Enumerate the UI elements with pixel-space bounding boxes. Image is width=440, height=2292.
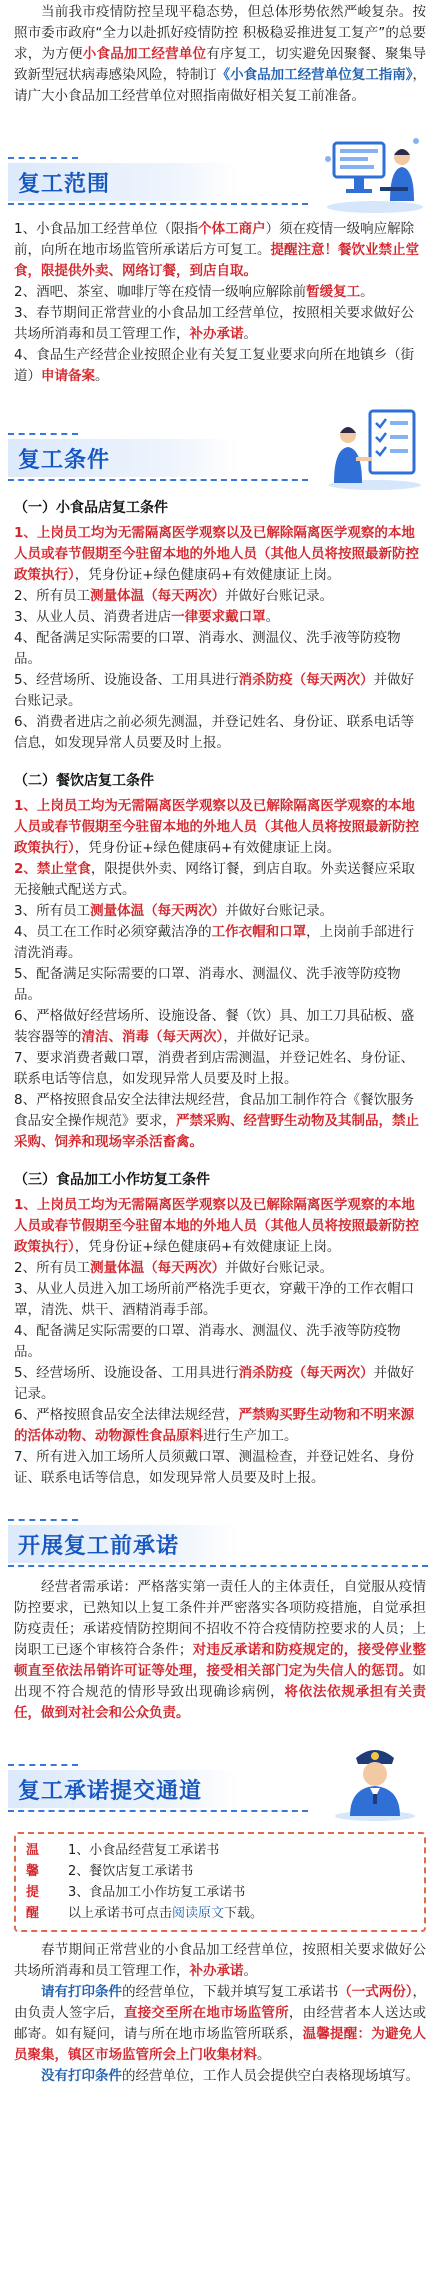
police-officer-illustration-icon xyxy=(320,1736,430,1822)
text: 4、食品生产经营企业按照企业有关复工复业要求向所在地镇乡（街道） xyxy=(14,347,415,384)
intro-highlight: 小食品加工经营单位 xyxy=(82,46,207,62)
computer-worker-illustration-icon xyxy=(320,129,430,215)
scope-item-1 xyxy=(14,219,426,282)
highlight: 暂缓复工 xyxy=(306,284,361,300)
text: ，由负责人签字后， xyxy=(14,1984,427,2021)
cond3-list xyxy=(0,1195,440,1489)
text: ，上岗前手部进行清洗消毒。 xyxy=(14,924,415,961)
text: 5、经营场所、设施设备、工用具进行 xyxy=(14,672,239,688)
text: 春节期间正常营业的小食品加工经营单位，按照相关要求做好公共场所消毒和员工管理工作， xyxy=(14,1942,426,1979)
text: 。 xyxy=(360,284,374,300)
read-original-link[interactable]: 阅读原文 xyxy=(172,1906,225,1921)
cond3-item-1 xyxy=(14,1195,426,1258)
highlight: 补办承诺 xyxy=(189,1963,244,1979)
decor-underline xyxy=(8,479,308,481)
highlight: 2、禁止堂食 xyxy=(14,861,91,877)
text: 8、严格按照食品安全法律法规经营，食品加工制作符合《餐饮服务食品安全操作规范》要求， xyxy=(14,1092,415,1129)
text: 6、严格做好经营场所、设施设备、餐（饮）具、加工刀具砧板、盛装容器等的 xyxy=(14,1008,415,1045)
decor-dash xyxy=(8,433,78,435)
decor-dash xyxy=(8,1519,78,1521)
cond2-heading: （二）餐饮店复工条件 xyxy=(14,773,154,789)
intro-text-3: ，请广大小食品加工经营单位对照指南做好相关复工前准备。 xyxy=(14,67,426,104)
highlight: 提醒注意！餐饮业禁止堂食，限提供外卖、网络订餐，到店自取。 xyxy=(14,242,419,279)
decor-dash xyxy=(8,157,78,159)
text: 5、经营场所、设施设备、工用具进行 xyxy=(14,1365,239,1381)
highlight: 没有打印条件 xyxy=(41,2068,122,2084)
highlight: 消杀防疫（每天两次） xyxy=(238,1365,374,1381)
text: ，由经营者本人送达或邮寄。如有疑问，请与所在地市场监管所联系， xyxy=(14,2005,427,2042)
cond2-list xyxy=(0,796,440,1153)
text: 。 xyxy=(95,368,109,384)
cond1-item-6: 6、消费者进店之前必须先测温，并登记姓名、身份证、联系电话等信息，如发现异常人员要及时上报。 xyxy=(14,714,415,751)
tip-item-4 xyxy=(68,1903,263,1924)
tip-item-2[interactable]: 2、餐饮店复工承诺书 xyxy=(68,1864,194,1879)
cond1-item-5 xyxy=(14,670,426,712)
text: 。 xyxy=(243,1963,257,1979)
text: ，凭身份证+绿色健康码+有效健康证上岗。 xyxy=(74,567,341,583)
intro-text: 当前我市疫情防控呈现平稳态势，但总体形势依然严峻复杂。按照市委市政府“全力以赴抓好疫情防控 积极稳妥推进复工复产”的总要求，为方便 xyxy=(14,4,426,62)
text: 并做好台账记录。 xyxy=(225,1260,334,1276)
highlight: 清洁、消毒（每天两次） xyxy=(81,1029,224,1045)
tip-label-char: 温 xyxy=(26,1843,40,1858)
section-title: 复工条件 xyxy=(18,448,111,473)
tip-item-3[interactable]: 3、食品加工小作坊复工承诺书 xyxy=(68,1885,246,1900)
text: 并做好台账记录。 xyxy=(14,672,415,709)
text: 4、员工在工作时必须穿戴洁净的 xyxy=(14,924,212,940)
text: 6、严格按照食品安全法律法规经营， xyxy=(14,1407,239,1423)
highlight: 测量体温（每天两次） xyxy=(90,903,226,919)
text: 2、所有员工 xyxy=(14,1260,91,1276)
highlight: 1、上岗员工均为无需隔离医学观察以及已解除隔离医学观察的本地人员或春节假期至今驻留本地的外地人员（其他人员将按照最新防控政策执行） xyxy=(14,525,419,583)
text: 2、所有员工 xyxy=(14,588,91,604)
cond2-item-7: 7、要求消费者戴口罩，消费者到店需测温，并登记姓名、身份证、联系电话等信息，如发现异常人员要及时上报。 xyxy=(14,1050,415,1087)
cond2-item-2 xyxy=(14,859,426,901)
intro-text-2: 有序复工，切实避免因聚餐、聚集导致新型冠状病毒感染风险，特制订 xyxy=(14,46,427,83)
cond1-item-2 xyxy=(14,586,426,607)
section-title: 开展复工前承诺 xyxy=(18,1534,180,1559)
cond3-heading: （三）食品加工小作坊复工条件 xyxy=(14,1172,210,1188)
text: 3、所有员工 xyxy=(14,903,91,919)
highlight: 工作衣帽和口罩 xyxy=(211,924,307,940)
decor-dash xyxy=(8,1764,78,1766)
cond3-item-7: 7、所有进入加工场所人员须戴口罩、测温检查，并登记姓名、身份证、联系电话等信息，如发现异常人员要及时上报。 xyxy=(14,1449,415,1486)
text: 的经营单位，下载并填写复工承诺书 xyxy=(122,1984,339,2000)
cond1-heading: （一）小食品店复工条件 xyxy=(14,500,168,516)
cond2-item-3 xyxy=(14,901,426,922)
text: 以上承诺书可点击 xyxy=(68,1906,173,1921)
highlight: 1、上岗员工均为无需隔离医学观察以及已解除隔离医学观察的本地人员或春节假期至今驻留本地的外地人员（其他人员将按照最新防控政策执行） xyxy=(14,1197,419,1255)
cond3-item-3: 3、从业人员进入加工场所前严格洗手更衣，穿戴干净的工作衣帽口罩，清洗、烘干、酒精消毒手部。 xyxy=(14,1281,415,1318)
submit-p2 xyxy=(0,1982,440,2066)
scope-list xyxy=(0,219,440,387)
scope-item-2 xyxy=(14,282,426,303)
tip-label-char: 馨 xyxy=(26,1864,40,1879)
text: 并做好记录。 xyxy=(14,1365,415,1402)
cond3-item-6 xyxy=(14,1405,426,1447)
text: ，并做好记录。 xyxy=(223,1029,318,1045)
text: 并做好台账记录。 xyxy=(225,588,334,604)
section-channel-header xyxy=(0,1730,440,1826)
highlight: 将依法依规承担有关责任，做到对社会和公众负责。 xyxy=(14,1684,427,1721)
highlight: 请有打印条件 xyxy=(41,1984,123,2000)
section-pledge-header xyxy=(0,1497,440,1577)
highlight: 温馨提醒：为避免人员聚集，镇区市场监管所会上门收集材料 xyxy=(14,2026,427,2063)
submit-p3 xyxy=(0,2066,440,2087)
cond1-list xyxy=(0,523,440,754)
highlight: 严禁采购、经营野生动物及其制品，禁止采购、饲养和现场宰杀活畜禽。 xyxy=(14,1113,419,1150)
tip-box xyxy=(14,1832,426,1932)
text: 3、春节期间正常营业的小食品加工经营单位，按照相关要求做好公共场所消毒和员工管理工作， xyxy=(14,305,415,342)
cond2-item-4 xyxy=(14,922,426,964)
highlight: 1、上岗员工均为无需隔离医学观察以及已解除隔离医学观察的本地人员或春节假期至今驻留本地的外地人员（其他人员将按照最新防控政策执行） xyxy=(14,798,419,856)
cond3-item-2 xyxy=(14,1258,426,1279)
highlight: 消杀防疫（每天两次） xyxy=(238,672,374,688)
text: 下载。 xyxy=(224,1906,264,1921)
text: ）须在疫情一级响应解除前，向所在地市场监管所承诺后方可复工。 xyxy=(14,221,415,258)
guide-title: 《小食品加工经营单位复工指南》 xyxy=(216,67,413,83)
pledge-paragraph xyxy=(0,1577,440,1724)
submit-section xyxy=(0,1940,440,2087)
highlight: 严禁购买野生动物和不明来源的活体动物、动物源性食品原料 xyxy=(14,1407,415,1444)
text: ，凭身份证+绿色健康码+有效健康证上岗。 xyxy=(74,1239,341,1255)
intro-section xyxy=(0,0,440,107)
text: 。 xyxy=(257,2047,271,2063)
text: ，凭身份证+绿色健康码+有效健康证上岗。 xyxy=(74,840,341,856)
tip-item-1[interactable]: 1、小食品经营复工承诺书 xyxy=(68,1843,220,1858)
tip-items xyxy=(68,1840,263,1924)
text: 。 xyxy=(243,326,257,342)
text: 并做好台账记录。 xyxy=(225,903,334,919)
cond1-item-1 xyxy=(14,523,426,586)
text: 经营者需承诺：严格落实第一责任人的主体责任，自觉服从疫情防控要求，已熟知以上复工条件并严密落实各项防疫措施，自觉承担防疫责任；承诺疫情防控期间不招收不符合疫情防控要求的人员；上岗职工已逐个审核符合条件； xyxy=(14,1579,426,1658)
text: 如出现不符合规范的情形导致出现确诊病例， xyxy=(14,1663,426,1700)
highlight: 测量体温（每天两次） xyxy=(90,588,226,604)
submit-p1 xyxy=(0,1940,440,1982)
decor-underline xyxy=(8,203,308,205)
cond3-item-4: 4、配备满足实际需要的口罩、消毒水、测温仪、洗手液等防疫物品。 xyxy=(14,1323,401,1360)
tip-label-char: 提 xyxy=(26,1885,40,1900)
section-conditions-header xyxy=(0,399,440,495)
highlight: 一律要求戴口罩 xyxy=(171,609,266,625)
checklist-person-illustration-icon xyxy=(320,405,430,491)
cond3-item-5 xyxy=(14,1363,426,1405)
highlight: 对违反承诺和防疫规定的，接受停业整顿直至依法吊销许可证等处理，接受相关部门定为失信人的惩罚。 xyxy=(14,1642,427,1679)
highlight: 测量体温（每天两次） xyxy=(90,1260,226,1276)
highlight: 个体工商户 xyxy=(198,221,266,237)
cond1-item-3 xyxy=(14,607,426,628)
highlight: 直接交至所在地市场监管所 xyxy=(123,2005,289,2021)
intro-paragraph xyxy=(0,2,440,107)
cond2-item-6 xyxy=(14,1006,426,1048)
cond2-item-1 xyxy=(14,796,426,859)
cond1-item-4: 4、配备满足实际需要的口罩、消毒水、测温仪、洗手液等防疫物品。 xyxy=(14,630,401,667)
highlight: （一式两份） xyxy=(338,1984,413,2000)
text: 进行生产加工。 xyxy=(203,1428,298,1444)
decor-underline xyxy=(8,1565,428,1567)
text: 1、小食品加工经营单位（限指 xyxy=(14,221,199,237)
scope-item-3 xyxy=(14,303,426,345)
text: 的经营单位，工作人员会提供空白表格现场填写。 xyxy=(122,2068,419,2084)
tip-label-char: 醒 xyxy=(26,1906,40,1921)
text: 3、从业人员、消费者进店 xyxy=(14,609,172,625)
highlight: 申请备案 xyxy=(41,368,95,384)
section-scope-header xyxy=(0,123,440,219)
decor-underline xyxy=(8,1810,308,1812)
tip-label xyxy=(26,1840,44,1924)
highlight: 补办承诺 xyxy=(189,326,244,342)
text: 2、酒吧、茶室、咖啡厅等在疫情一级响应解除前 xyxy=(14,284,307,300)
text: 。 xyxy=(265,609,280,625)
cond2-item-8 xyxy=(14,1090,426,1153)
section-title: 复工承诺提交通道 xyxy=(18,1779,203,1804)
text: ，限提供外卖、网络订餐，到店自取。外卖送餐应采取无接触式配送方式。 xyxy=(14,861,415,898)
scope-item-4 xyxy=(14,345,426,387)
cond2-item-5: 5、配备满足实际需要的口罩、消毒水、测温仪、洗手液等防疫物品。 xyxy=(14,966,401,1003)
section-title: 复工范围 xyxy=(18,172,111,197)
